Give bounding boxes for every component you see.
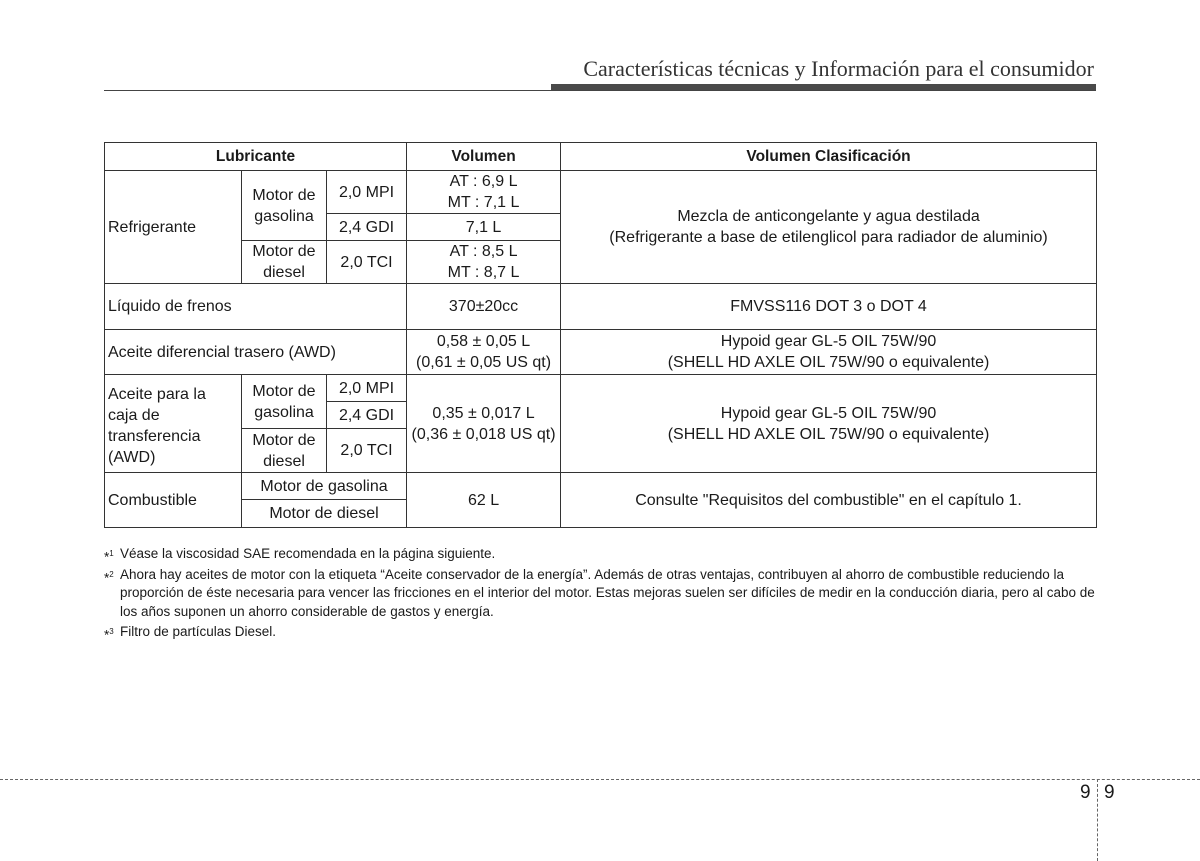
fuel-volume: 62 L xyxy=(407,473,561,528)
footnote-text: Ahora hay aceites de motor con la etiqueta “Aceite conservador de la energía”. Además de otras ventajas, contribuyen al ahorro de combustible reduciendo la proporción de éste necesaria para vencer las fricciones en el interior del motor. Estas mejoras suelen ser difíciles de medir en la conducción diaria, pero al cabo de los años suponen un ahorro considerable de gastos y energía. xyxy=(120,566,1095,619)
brake-classification: FMVSS116 DOT 3 o DOT 4 xyxy=(561,284,1097,330)
page-header-title: Características técnicas y Información para el consumidor xyxy=(583,56,1094,81)
coolant-classification: Mezcla de anticongelante y agua destilada (Refrigerante a base de etilenglicol para radiador de aluminio) xyxy=(561,171,1097,284)
coolant-diesel-label: Motor de diesel xyxy=(242,241,327,284)
table-row xyxy=(105,330,1097,375)
transfer-gdi: 2,4 GDI xyxy=(327,402,407,429)
coolant-mpi-volume: AT : 6,9 L MT : 7,1 L xyxy=(407,171,561,214)
fuel-diesel: Motor de diesel xyxy=(242,500,407,528)
footnotes xyxy=(104,545,1096,644)
brake-label: Líquido de frenos xyxy=(105,284,407,330)
coolant-tci-volume: AT : 8,5 L MT : 8,7 L xyxy=(407,241,561,284)
coolant-gdi-volume: 7,1 L xyxy=(407,214,561,241)
coolant-gasoline-label: Motor de gasolina xyxy=(242,171,327,241)
footnote-text: Filtro de partículas Diesel. xyxy=(120,624,277,639)
coolant-gdi: 2,4 GDI xyxy=(327,214,407,241)
coolant-tci: 2,0 TCI xyxy=(327,241,407,284)
footnote-marker: *$^3$ xyxy=(104,627,114,643)
transfer-tci: 2,0 TCI xyxy=(327,429,407,473)
footnote-marker: *$^2$ xyxy=(104,569,114,585)
transfer-classification: Hypoid gear GL-5 OIL 75W/90 (SHELL HD AXLE OIL 75W/90 o equivalente) xyxy=(561,375,1097,473)
page-number-divider xyxy=(1097,779,1098,861)
transfer-mpi: 2,0 MPI xyxy=(327,375,407,402)
footnote-marker: *$^1$ xyxy=(104,549,114,565)
rear-diff-classification: Hypoid gear GL-5 OIL 75W/90 (SHELL HD AXLE OIL 75W/90 o equivalente) xyxy=(561,330,1097,375)
table-row xyxy=(105,284,1097,330)
table-row xyxy=(105,473,1097,500)
footnote-1 xyxy=(104,545,1096,564)
table-row xyxy=(105,171,1097,214)
table-header-row xyxy=(105,143,1097,171)
brake-volume: 370±20cc xyxy=(407,284,561,330)
fuel-label: Combustible xyxy=(105,473,242,528)
coolant-mpi: 2,0 MPI xyxy=(327,171,407,214)
footnote-text: Véase la viscosidad SAE recomendada en la página siguiente. xyxy=(120,546,496,561)
footnote-2 xyxy=(104,566,1096,622)
coolant-label: Refrigerante xyxy=(105,171,242,284)
fuel-gasoline: Motor de gasolina xyxy=(242,473,407,500)
page-number: 9 xyxy=(1104,782,1115,803)
transfer-volume: 0,35 ± 0,017 L (0,36 ± 0,018 US qt) xyxy=(407,375,561,473)
rear-diff-label: Aceite diferencial trasero (AWD) xyxy=(105,330,407,375)
transfer-diesel-label: Motor de diesel xyxy=(242,429,327,473)
rear-diff-volume: 0,58 ± 0,05 L (0,61 ± 0,05 US qt) xyxy=(407,330,561,375)
header-lubricant: Lubricante xyxy=(105,143,407,171)
chapter-number: 9 xyxy=(1080,782,1091,803)
transfer-gasoline-label: Motor de gasolina xyxy=(242,375,327,429)
transfer-label: Aceite para la caja de transferencia (AWD) xyxy=(105,375,242,473)
header-classification: Volumen Clasificación xyxy=(561,143,1097,171)
footer-dashed-rule xyxy=(0,779,1200,780)
fuel-classification: Consulte "Requisitos del combustible" en el capítulo 1. xyxy=(561,473,1097,528)
table-row xyxy=(105,375,1097,402)
footnote-3 xyxy=(104,623,1096,642)
lubricant-spec-table xyxy=(104,142,1097,528)
header-volume: Volumen xyxy=(407,143,561,171)
header-rule xyxy=(104,90,1096,91)
